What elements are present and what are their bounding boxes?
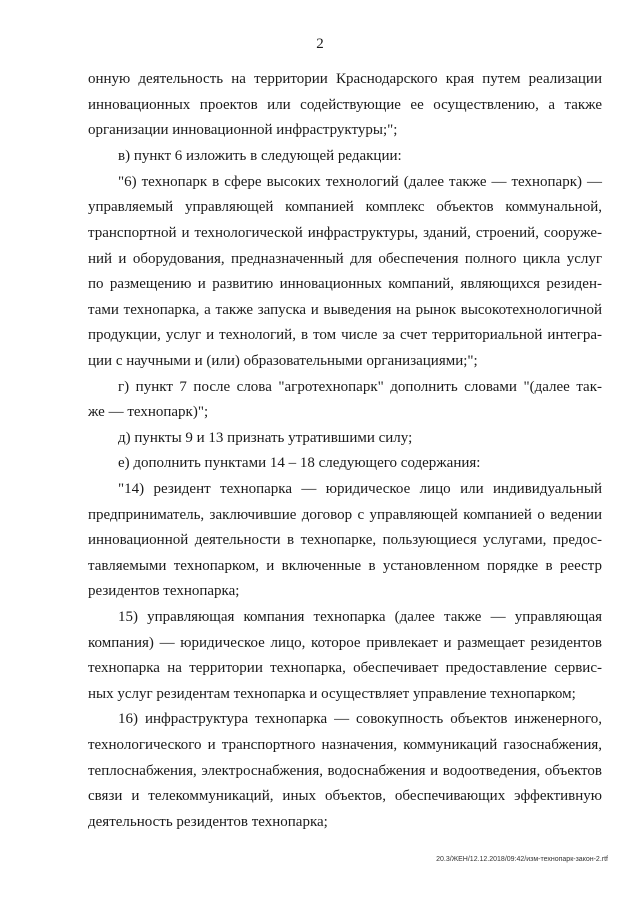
text-line: организации инновационной инфраструктуры;"; bbox=[88, 122, 398, 138]
text-line: инновационной деятельности в технопарке, пользующиеся услугами, предос- bbox=[88, 532, 602, 548]
text-line: предприниматель, заключившие договор с управляющей компанией о ведении bbox=[88, 507, 602, 523]
file-path-footer: 20.3/ЖЕН/12.12.2018/09:42/изм-технопарк-закон-2.rtf bbox=[436, 856, 608, 863]
text-line: е) дополнить пунктами 14 – 18 следующего содержания: bbox=[118, 455, 481, 471]
text-line: управляемый управляющей компанией комплекс объектов коммунальной, bbox=[88, 199, 602, 215]
text-line: ных услуг резидентам технопарка и осуществляет управление технопарком; bbox=[88, 686, 576, 702]
text-line: ний и оборудования, предназначенный для обеспечения полного цикла услуг bbox=[88, 251, 602, 267]
text-line: 16) инфраструктура технопарка — совокупность объектов инженерного, bbox=[118, 711, 602, 727]
text-line: в) пункт 6 изложить в следующей редакции: bbox=[118, 148, 402, 164]
text-line: тами технопарка, а также запуска и выведения на рынок высокотехнологичной bbox=[88, 302, 602, 318]
page-number: 2 bbox=[316, 36, 324, 52]
text-line: тавляемыми технопарком, и включенные в установленном порядке в реестр bbox=[88, 558, 602, 574]
text-line: 15) управляющая компания технопарка (далее также — управляющая bbox=[118, 609, 602, 625]
text-line: технологического и транспортного назначения, коммуникаций газоснабжения, bbox=[88, 737, 602, 753]
text-line: компания) — юридическое лицо, которое привлекает и размещает резидентов bbox=[88, 635, 602, 651]
text-line: технопарка на территории технопарка, обеспечивает предоставление сервис- bbox=[88, 660, 602, 676]
text-line: ции с научными и (или) образовательными организациями;"; bbox=[88, 353, 478, 369]
text-line: транспортной и технологической инфраструктуры, зданий, строений, сооруже- bbox=[88, 225, 602, 241]
text-line: онную деятельность на территории Краснодарского края путем реализации bbox=[88, 71, 602, 87]
text-line: связи и телекоммуникаций, иных объектов, обеспечивающих эффективную bbox=[88, 788, 602, 804]
text-line: деятельность резидентов технопарка; bbox=[88, 814, 328, 830]
text-line: теплоснабжения, электроснабжения, водоснабжения и водоотведения, объектов bbox=[88, 763, 602, 779]
text-line: резидентов технопарка; bbox=[88, 583, 240, 599]
text-line: "6) технопарк в сфере высоких технологий (далее также — технопарк) — bbox=[118, 174, 602, 190]
text-line: инновационных проектов или содействующие ее осуществлению, а также bbox=[88, 97, 602, 113]
text-line: по размещению и развитию инновационных компаний, являющихся резиден- bbox=[88, 276, 602, 292]
text-line: г) пункт 7 после слова "агротехнопарк" дополнить словами "(далее так- bbox=[118, 379, 602, 395]
text-line: "14) резидент технопарка — юридическое лицо или индивидуальный bbox=[118, 481, 602, 497]
text-line: продукции, услуг и технологий, в том числе за счет территориальной интегра- bbox=[88, 327, 602, 343]
text-line: д) пункты 9 и 13 признать утратившими силу; bbox=[118, 430, 413, 446]
text-line: же — технопарк)"; bbox=[88, 404, 209, 420]
